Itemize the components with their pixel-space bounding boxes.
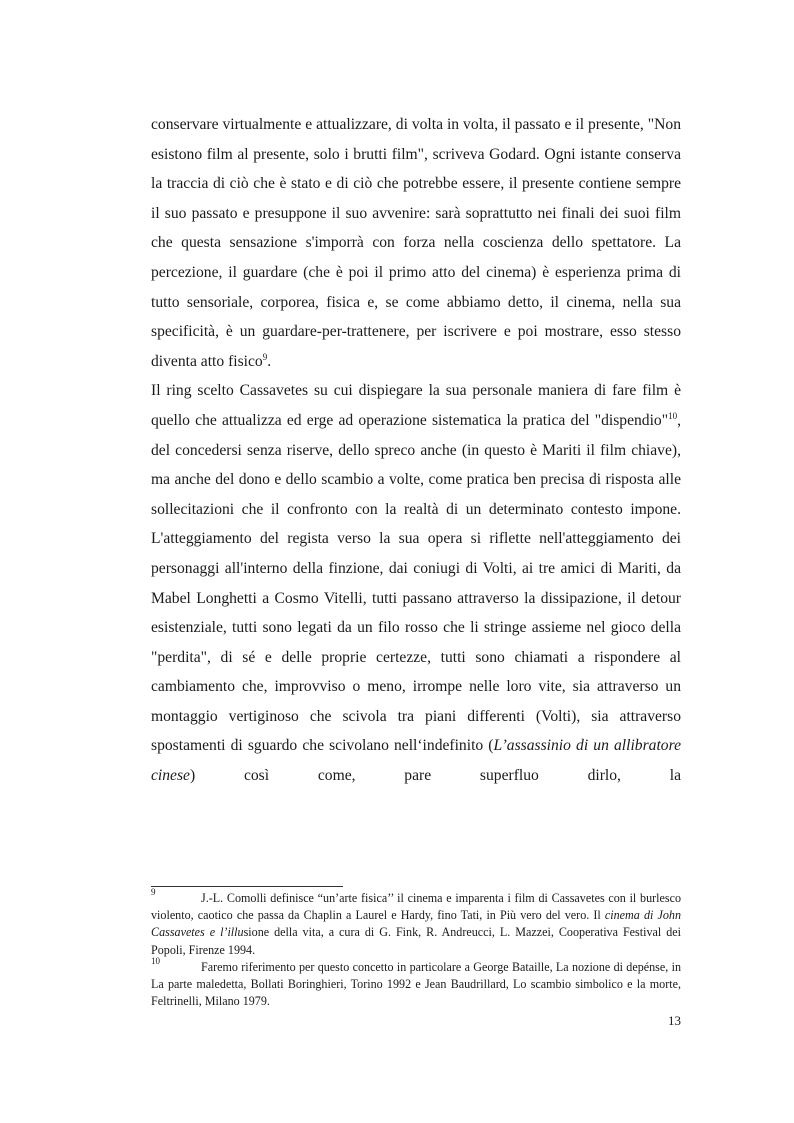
main-text: [151, 110, 681, 791]
paragraph-1-end: .: [267, 352, 272, 370]
paragraph-2: [151, 376, 681, 790]
film-title-italic: L’assassinio di un allibratore cinese: [151, 737, 681, 785]
paragraph-2-text-a: Il ring scelto Cassavetes su cui dispiegare la sua personale maniera di fare film è quello che attualizza ed erge ad operazione sistematica la pratica del "dispendio": [151, 382, 681, 429]
footnote-9: [151, 887, 681, 959]
footnote-number: 10: [151, 955, 160, 966]
footnotes: [151, 887, 681, 1010]
footnote-9-text-a: J.-L. Comolli definisce “un’arte fisica’’ il cinema e imparenta i film di Cassavetes con il burlesco violento, caotico che passa da Chaplin a Laurel e Hardy, fino Tati, in Più vero del vero. Il: [151, 891, 681, 923]
paragraph-1-text: conservare virtualmente e attualizzare, di volta in volta, il passato e il presente, "Non esistono film al presente, solo i brutti film", scriveva Godard. Ogni istante conserva la traccia di ciò che è stato e di ciò che potrebbe essere, il presente contiene sempre il suo passato e presuppone il suo avvenire: sarà soprattutto nei finali dei suoi film che questa sensazione s'imporrà con forza nella coscienza dello spettatore. La percezione, il guardare (che è poi il primo atto del cinema) è esperienza prima di tutto sensoriale, corporea, fisica e, se come abbiamo detto, il cinema, nella sua specificità, è un guardare-per-trattenere, per iscrivere e poi mostrare, esso stesso diventa atto fisico: [151, 116, 681, 370]
footnote-text: Faremo riferimento per questo concetto in particolare a George Bataille, La nozione di depénse, in La parte maledetta, Bollati Boringhieri, Torino 1992 e Jean Baudrillard, Lo scambio simbolico e la morte, Feltrinelli, Milano 1979.: [151, 959, 681, 1009]
footnote-ref-10: 10: [668, 410, 678, 421]
footnote-10: [151, 955, 681, 1011]
footnote-9-title-italic: cinema di John Cassavetes e l’illu: [151, 908, 681, 940]
page-number: 13: [668, 1013, 681, 1028]
paragraph-1: [151, 110, 681, 376]
paragraph-2-text-b: , del concedersi senza riserve, dello spreco anche (in questo è Mariti il film chiave), ma anche del dono e dello scambio a volte, come pratica ben precisa di risposta alle sollecitazioni che il confronto con la realtà di un determinato contesto impone. L'atteggiamento del regista verso la sua opera si riflette nell'atteggiamento dei personaggi all'interno della finzione, dai coniugi di Volti, ai tre amici di Mariti, da Mabel Longhetti a Cosmo Vitelli, tutti passano attraverso la dissipazione, il detour esistenziale, tutti sono legati da un filo rosso che li stringe assieme nel gioco della "perdita", di sé e delle proprie certezze, tutti sono chiamati a rispondere al cambiamento che, improvviso o meno, irrompe nelle loro vite, sia attraverso un montaggio vertiginoso che scivola tra piani differenti (Volti), sia attraverso spostamenti di sguardo che scivolano nell‘indefinito (: [151, 411, 681, 755]
footnote-number: 9: [151, 887, 156, 897]
footnote-text: [151, 890, 681, 959]
footnote-separator: [151, 886, 343, 887]
paragraph-2-text-c: ) così come, pare superfluo dirlo, la: [189, 767, 681, 785]
footnote-ref-9: 9: [262, 351, 268, 362]
footnote-9-text-b: sione della vita, a cura di G. Fink, R. Andreucci, L. Mazzei, Cooperativa Festival dei Popoli, Firenze 1994.: [151, 925, 681, 957]
